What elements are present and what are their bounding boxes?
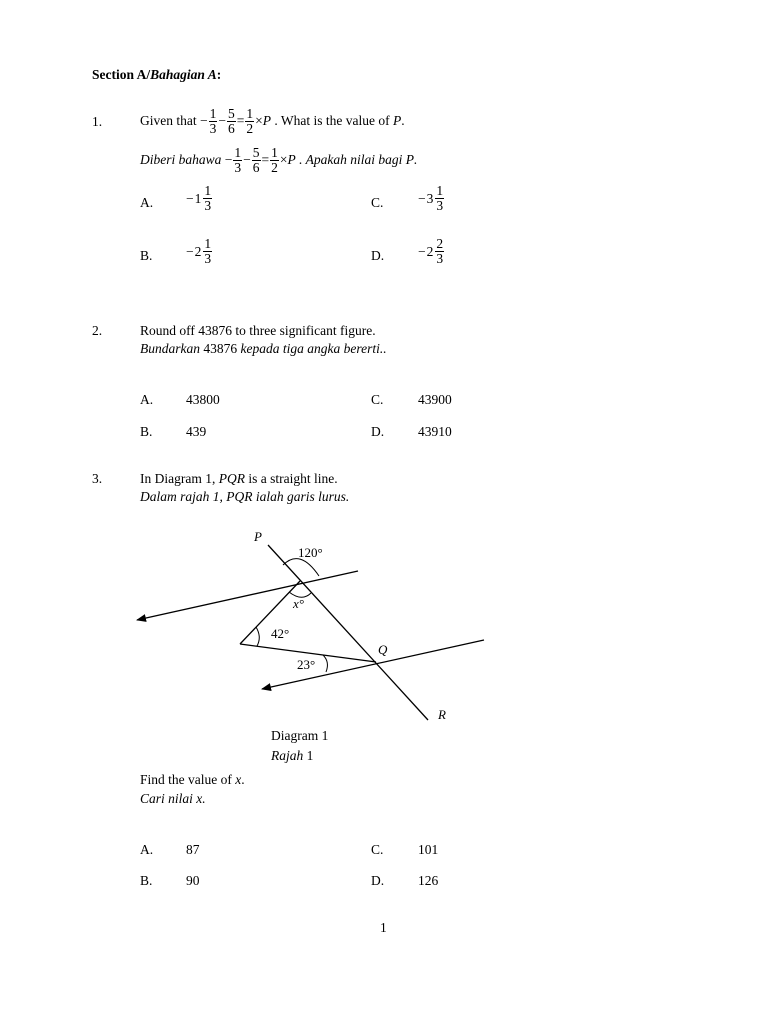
q2-option-c-letter: C.: [371, 392, 384, 407]
caption-ms-b: 1: [303, 748, 314, 763]
fraction-num: 5: [252, 144, 260, 160]
q3-option-a-letter: A.: [140, 842, 154, 857]
q3-find: [140, 772, 245, 788]
fraction-num: 1: [234, 144, 242, 160]
label-q: Q: [378, 642, 388, 657]
whole-number: 3: [426, 190, 434, 206]
q1-option-b-letter: B.: [140, 248, 153, 263]
q3-find-c: .: [241, 772, 245, 787]
q3-option-b-letter: B.: [140, 873, 153, 888]
diagram-caption-ms: [271, 748, 313, 764]
q1-option-c-letter: C.: [371, 195, 384, 210]
fraction-den: 3: [436, 198, 444, 213]
page-number: 1: [380, 920, 387, 935]
fraction-den: 3: [209, 120, 217, 136]
whole-number: 2: [194, 243, 202, 259]
whole-number: 1: [194, 190, 202, 206]
q2-option-d-value: 43910: [418, 424, 452, 439]
q3-option-d-value: 126: [418, 873, 439, 888]
q2-option-b-value: 439: [186, 424, 207, 439]
q3-en-c: is a straight line.: [244, 471, 338, 486]
lower-parallel-line: [262, 640, 484, 689]
q1-option-d-letter: D.: [371, 248, 385, 263]
q2-option-a-value: 43800: [186, 392, 220, 407]
minus-sign: −: [186, 190, 194, 206]
equals-sign: =: [236, 113, 245, 128]
q3-en-a: In Diagram 1,: [140, 471, 219, 486]
diagram-caption-en: Diagram 1: [271, 728, 329, 743]
q2-ms-c: kepada tiga angka bererti..: [240, 341, 387, 356]
q1-en-prefix: Given that: [140, 113, 197, 128]
minus-sign: −: [224, 152, 233, 167]
q1-ms-var: P: [405, 152, 415, 167]
q2-option-c-value: 43900: [418, 392, 452, 407]
q1-en-suffix: . What is the value of: [274, 113, 390, 128]
q3-option-a-value: 87: [186, 842, 200, 857]
q3-option-c-value: 101: [418, 842, 439, 857]
q2-english: Round off 43876 to three significant figure.: [140, 323, 376, 338]
label-23: 23°: [297, 657, 316, 672]
q3-option-d-letter: D.: [371, 873, 385, 888]
q2-option-b-letter: B.: [140, 424, 153, 439]
fraction-den: 6: [228, 120, 235, 136]
q1-number: 1.: [92, 114, 103, 129]
minus-sign: −: [243, 152, 251, 167]
fraction-num: 2: [436, 236, 444, 251]
whole-number: 2: [426, 243, 434, 259]
variable-p: P: [262, 113, 271, 128]
times-sign: ×: [279, 152, 288, 167]
minus-sign: −: [186, 243, 194, 259]
q1-ms-prefix: Diberi bahawa: [140, 152, 222, 167]
minus-sign: −: [218, 113, 226, 128]
q2-ms-b: 43876: [200, 341, 241, 356]
section-colon: :: [216, 67, 222, 82]
fraction-num: 1: [204, 183, 212, 198]
label-x: x°: [293, 596, 304, 611]
fraction-den: 3: [204, 251, 212, 266]
q3-find-b: x: [235, 772, 242, 787]
equals-sign: =: [261, 152, 270, 167]
minus-sign: −: [200, 113, 208, 128]
caption-ms-a: Rajah: [271, 748, 304, 763]
q3-cari: Cari nilai x.: [140, 791, 206, 806]
line-pqr: [268, 545, 428, 720]
fraction-num: 5: [228, 105, 235, 121]
q3-find-a: Find the value of: [140, 772, 236, 787]
minus-sign: −: [418, 190, 426, 206]
label-r: R: [438, 707, 446, 722]
fraction-den: 3: [436, 251, 444, 266]
fraction-num: 1: [271, 144, 278, 160]
label-120: 120°: [298, 545, 323, 560]
label-p: P: [254, 529, 262, 544]
q2-option-d-letter: D.: [371, 424, 385, 439]
q3-option-c-letter: C.: [371, 842, 384, 857]
fraction-den: 2: [271, 159, 278, 175]
section-title-malay: Bahagian A: [150, 67, 217, 82]
q2-ms-a: Bundarkan: [140, 341, 200, 356]
q1-option-a-letter: A.: [140, 195, 154, 210]
fraction-den: 6: [252, 159, 260, 175]
fraction-num: 1: [209, 105, 217, 121]
q1-ms-suffix: . Apakah nilai bagi: [299, 152, 403, 167]
label-42: 42°: [271, 626, 290, 641]
q3-option-b-value: 90: [186, 873, 200, 888]
q3-en-b: PQR: [218, 471, 245, 486]
fraction-den: 3: [234, 159, 242, 175]
q1-ms-end: .: [414, 152, 418, 167]
fraction-num: 1: [246, 105, 254, 121]
q3-number: 3.: [92, 471, 103, 486]
q1-en-end: .: [401, 113, 405, 128]
section-title: Section A/: [92, 67, 151, 82]
minus-sign: −: [418, 243, 426, 259]
q2-number: 2.: [92, 323, 103, 338]
fraction-num: 1: [436, 183, 444, 198]
fraction-num: 1: [204, 236, 212, 251]
fraction-den: 2: [246, 120, 254, 136]
q2-option-a-letter: A.: [140, 392, 154, 407]
fraction-den: 3: [204, 198, 212, 213]
arc-23: [323, 655, 327, 672]
variable-p: P: [287, 152, 296, 167]
arc-42: [256, 627, 259, 646]
q1-en-var: P: [392, 113, 402, 128]
q3-malay: Dalam rajah 1, PQR ialah garis lurus.: [140, 489, 350, 504]
times-sign: ×: [255, 113, 263, 128]
upper-parallel-line: [137, 571, 358, 620]
